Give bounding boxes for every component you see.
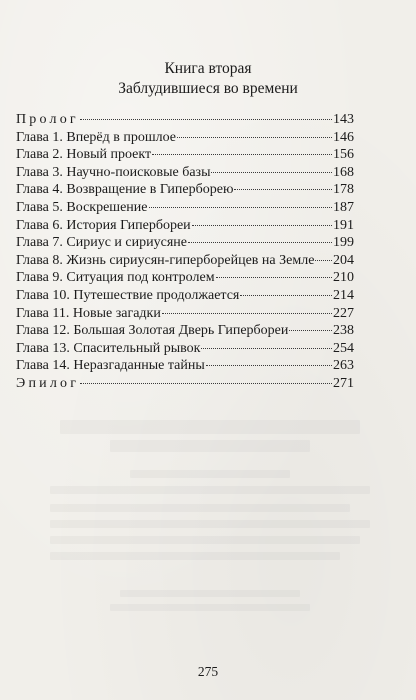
toc-dot-leader	[201, 347, 332, 349]
toc-dot-leader	[315, 259, 332, 261]
toc-entry-page: 178	[333, 182, 354, 198]
ghost-line	[110, 604, 310, 611]
book-part-subtitle: Заблудившиеся во времени	[118, 80, 298, 97]
toc-dot-leader	[149, 206, 333, 208]
toc-dot-leader	[192, 224, 332, 226]
toc-entry	[16, 199, 354, 217]
toc-dot-leader	[177, 136, 332, 138]
toc-entry-page: 187	[333, 199, 354, 215]
ghost-line	[60, 420, 360, 434]
toc-entry-page: 143	[333, 112, 354, 127]
toc-entry-title: Эпилог	[16, 375, 80, 391]
toc-entry-title: Глава 3. Научно-поисковые базы	[16, 164, 211, 180]
toc-dot-leader	[211, 171, 332, 173]
toc-dot-leader	[80, 382, 332, 384]
page-number: 275	[197, 664, 219, 679]
toc-entry	[16, 234, 354, 252]
toc-entry-title: Глава 12. Большая Золотая Дверь Гипербореи	[16, 323, 289, 339]
toc-entry-title: Глава 11. Новые загадки	[16, 305, 161, 321]
ghost-line	[50, 552, 340, 560]
toc-dot-leader	[188, 241, 332, 243]
toc-entry-page: 168	[333, 164, 354, 180]
toc-entry	[16, 181, 354, 199]
toc-entry-page: 210	[333, 270, 354, 286]
toc-dot-leader	[234, 188, 332, 190]
ghost-line	[130, 470, 290, 478]
toc-entry	[16, 111, 354, 129]
toc-entry	[16, 322, 354, 340]
toc-entry-page: 204	[333, 252, 354, 268]
toc-entry-page: 214	[333, 287, 354, 303]
table-of-contents	[16, 111, 354, 393]
toc-entry-title: Глава 4. Возвращение в Гиперборею	[16, 182, 234, 198]
toc-entry-title: Глава 13. Спасительный рывок	[16, 340, 201, 356]
toc-entry-page: 199	[333, 235, 354, 251]
ghost-line	[120, 590, 300, 597]
toc-entry	[16, 287, 354, 305]
book-part-title: Книга вторая	[164, 60, 252, 77]
toc-dot-leader	[162, 312, 332, 314]
toc-entry	[16, 375, 354, 393]
toc-entry-title: Глава 1. Вперёд в прошлое	[16, 129, 177, 145]
toc-entry-page: 254	[333, 340, 354, 356]
toc-entry-page: 191	[333, 217, 354, 233]
toc-dot-leader	[216, 276, 332, 278]
toc-entry-title: Глава 7. Сириус и сириусяне	[16, 235, 187, 251]
toc-entry-page: 146	[333, 129, 354, 145]
toc-entry	[16, 146, 354, 164]
toc-entry-title: Глава 2. Новый проект	[16, 147, 152, 163]
toc-entry	[16, 305, 354, 323]
toc-entry-page: 156	[333, 147, 354, 163]
toc-entry-page: 238	[333, 323, 354, 339]
toc-dot-leader	[206, 364, 332, 366]
toc-entry	[16, 164, 354, 182]
toc-entry	[16, 252, 354, 270]
toc-dot-leader	[240, 294, 332, 296]
ghost-line	[50, 504, 350, 512]
toc-entry-title: Глава 14. Неразгаданные тайны	[16, 358, 205, 374]
toc-entry-title: Глава 6. История Гипербореи	[16, 217, 191, 233]
toc-entry	[16, 129, 354, 147]
toc-entry-title: Глава 8. Жизнь сириусян-гиперборейцев на Земле	[16, 252, 315, 268]
toc-entry-page: 263	[333, 358, 354, 374]
ghost-line	[110, 440, 310, 452]
ghost-line	[50, 520, 370, 528]
ghost-line	[50, 536, 360, 544]
toc-entry-title: Глава 9. Ситуация под контролем	[16, 270, 215, 286]
toc-dot-leader	[289, 329, 332, 331]
toc-dot-leader	[80, 118, 332, 120]
toc-entry-title: Глава 5. Воскрешение	[16, 199, 148, 215]
toc-entry	[16, 217, 354, 235]
toc-entry-page: 227	[333, 305, 354, 321]
toc-dot-leader	[152, 153, 332, 155]
toc-entry	[16, 357, 354, 375]
toc-entry-title: Пролог	[16, 112, 79, 127]
toc-entry	[16, 269, 354, 287]
toc-entry-page: 271	[333, 375, 354, 391]
toc-entry	[16, 340, 354, 358]
toc-entry-title: Глава 10. Путешествие продолжается	[16, 287, 240, 303]
ghost-line	[50, 486, 370, 494]
